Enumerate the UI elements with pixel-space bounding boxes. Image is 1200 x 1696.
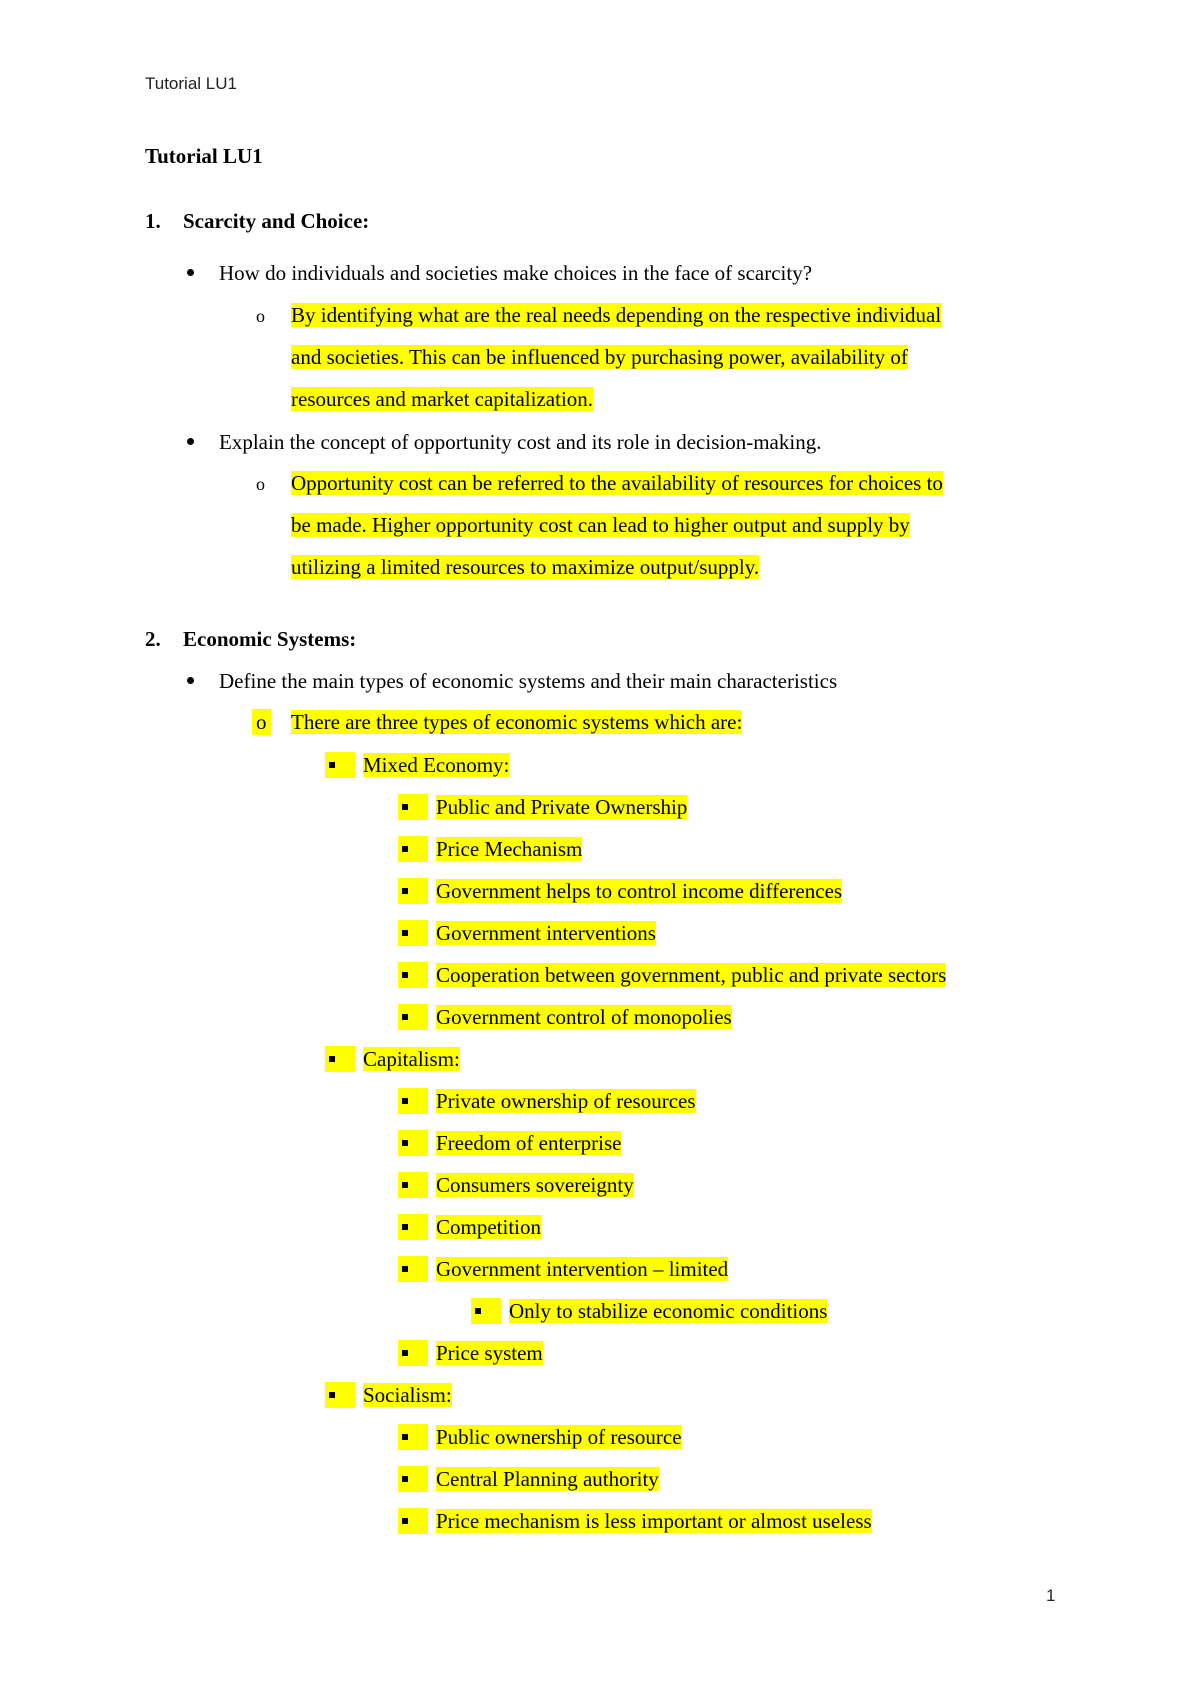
section-number: 1.	[145, 209, 161, 233]
square-bullet-icon	[398, 1424, 428, 1450]
section-heading: Economic Systems:	[183, 627, 357, 651]
square-bullet-icon	[398, 1340, 428, 1366]
characteristic-item: Public ownership of resource	[436, 1425, 682, 1449]
characteristic-item: Private ownership of resources	[436, 1089, 696, 1113]
characteristic-item: Government intervention – limited	[436, 1257, 729, 1281]
question-text: Explain the concept of opportunity cost and its role in decision-making.	[219, 430, 822, 454]
answer-line: and societies. This can be influenced by purchasing power, availability of	[291, 345, 908, 369]
circle-bullet-icon: o	[256, 474, 265, 494]
square-bullet-icon	[471, 1298, 501, 1324]
characteristic-item: Competition	[436, 1215, 541, 1239]
document-title: Tutorial LU1	[145, 144, 263, 168]
system-name: Socialism:	[363, 1383, 452, 1407]
answer-line: resources and market capitalization.	[291, 387, 594, 411]
bullet-icon	[187, 269, 194, 276]
square-bullet-icon	[398, 794, 428, 820]
question-text: Define the main types of economic systems and their main characteristics	[219, 669, 838, 693]
bullet-icon	[187, 438, 194, 445]
question-text: How do individuals and societies make choices in the face of scarcity?	[219, 261, 813, 285]
square-bullet-icon	[398, 836, 428, 862]
system-name: Mixed Economy:	[363, 753, 510, 777]
characteristic-item: Price system	[436, 1341, 543, 1365]
characteristic-item: Consumers sovereignty	[436, 1173, 634, 1197]
square-bullet-icon	[325, 752, 355, 778]
square-bullet-icon	[325, 1046, 355, 1072]
page-number: 1	[1046, 1586, 1056, 1605]
square-bullet-icon	[398, 1088, 428, 1114]
system-name: Capitalism:	[363, 1047, 460, 1071]
running-header: Tutorial LU1	[145, 74, 237, 93]
characteristic-item: Price mechanism is less important or almost useless	[436, 1509, 872, 1533]
section-number: 2.	[145, 627, 161, 651]
square-bullet-icon	[398, 1256, 428, 1282]
characteristic-item: Freedom of enterprise	[436, 1131, 622, 1155]
square-bullet-icon	[398, 1004, 428, 1030]
characteristic-item: Price Mechanism	[436, 837, 583, 861]
characteristic-item: Cooperation between government, public and private sectors	[436, 963, 947, 987]
square-bullet-icon	[398, 1130, 428, 1156]
square-bullet-icon	[398, 1214, 428, 1240]
answer-intro: There are three types of economic systems which are:	[291, 710, 743, 734]
characteristic-item: Government control of monopolies	[436, 1005, 732, 1029]
square-bullet-icon	[398, 1466, 428, 1492]
answer-line: By identifying what are the real needs depending on the respective individual	[291, 303, 942, 327]
answer-line: be made. Higher opportunity cost can lead to higher output and supply by	[291, 513, 910, 537]
characteristic-item: Central Planning authority	[436, 1467, 659, 1491]
square-bullet-icon	[398, 1508, 428, 1534]
square-bullet-icon	[398, 878, 428, 904]
bullet-icon	[187, 677, 194, 684]
square-bullet-icon	[398, 920, 428, 946]
characteristic-subitem: Only to stabilize economic conditions	[509, 1299, 828, 1323]
answer-line: utilizing a limited resources to maximize output/supply.	[291, 555, 760, 579]
circle-bullet-icon: o	[256, 306, 265, 326]
characteristic-item: Government interventions	[436, 921, 656, 945]
answer-line: Opportunity cost can be referred to the availability of resources for choices to	[291, 471, 943, 495]
characteristic-item: Government helps to control income differences	[436, 879, 843, 903]
section-heading: Scarcity and Choice:	[183, 209, 370, 233]
characteristic-item: Public and Private Ownership	[436, 795, 688, 819]
circle-bullet-icon: o	[252, 709, 271, 735]
square-bullet-icon	[325, 1382, 355, 1408]
square-bullet-icon	[398, 962, 428, 988]
square-bullet-icon	[398, 1172, 428, 1198]
